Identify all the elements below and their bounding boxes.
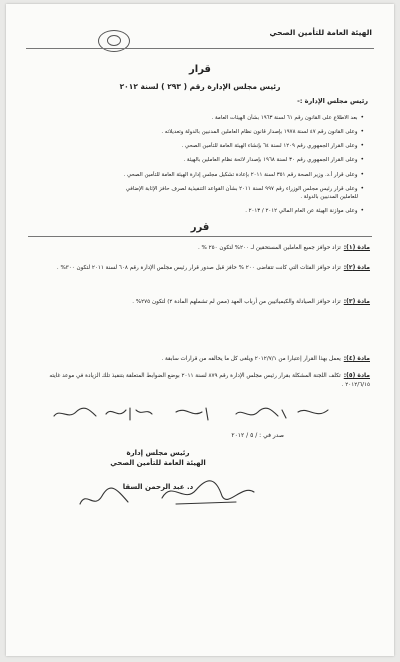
- decree-subtitle: رئيس مجلس الإدارة رقم ( ٢٩٣ ) لسنة ٢٠١٢: [119, 82, 281, 91]
- decides-title: قرر: [190, 222, 210, 233]
- preamble-item: • وعلى قرار رئيس مجلس الوزراء رقم ٩٩٧ لسنة ٢٠١١ بشأن القواعد التنفيذية لصرف حافز الإثابة الإضافي: [30, 185, 364, 193]
- document-page: [6, 4, 394, 656]
- article-3: [28, 298, 370, 307]
- article-2: [28, 264, 370, 273]
- preamble-item: • وعلى قرار أ.د. وزير الصحة رقم ٣٥١ لسنة ٢٠١١ بإعادة تشكيل مجلس إدارة الهيئة العامة للتأمين الصحي .: [30, 171, 364, 179]
- handwritten-signature: [76, 484, 136, 514]
- organization-name: الهيئة العامة للتأمين الصحي: [269, 28, 372, 37]
- article-text: تزاد حوافز جميع العاملين المستحقين لـ ٢٠٠% لتكون ٢٥٠ % .: [197, 245, 341, 251]
- article-text: يعمل بهذا القرار إعتبارا من ٢٠١٢/٧/١ ويلغى كل ما يخالفه من قرارات سابقة .: [161, 356, 341, 362]
- addressee: رئيس مجلس الإدارة :-: [297, 97, 368, 105]
- article-label: مادة (٢):: [343, 264, 370, 271]
- preamble-item: • وعلى القرار الجمهوري رقم ٣٠ لسنة ١٩٦٨ بإصدار لائحة نظام العاملين بالهيئة .: [30, 156, 364, 164]
- article-1: [28, 244, 370, 253]
- signatory-name: د. عبد الرحمن السقا: [122, 483, 194, 491]
- initials-signatures: [46, 402, 346, 426]
- preamble-item: • وعلى القانون رقم ٤٧ لسنة ١٩٧٨ بإصدار قانون نظام العاملين المدنيين بالدولة وتعديلاته .: [30, 128, 364, 136]
- handwritten-signature: [156, 474, 266, 514]
- signatory-title: رئيس مجلس إدارة: [126, 449, 190, 457]
- article-5: [28, 372, 370, 389]
- preamble-item: • بعد الاطلاع على القانون رقم ٦١ لسنة ١٩٦٣ بشأن الهيئات العامة .: [30, 114, 364, 122]
- article-label: مادة (٤):: [343, 355, 370, 362]
- decree-title: قرار: [189, 64, 211, 75]
- article-label: مادة (٥):: [343, 372, 370, 379]
- article-4: [28, 355, 370, 364]
- decides-divider: [28, 236, 372, 237]
- header-divider: [26, 48, 374, 49]
- article-text: تزاد حوافز الفئات التي كانت تتقاضى ٢٠٠ % حافز قبل صدور قرار رئيس مجلس الإدارة رقم ٦٠٨ لسنة ٢٠١١ لتكون ٣٠٠% .: [56, 265, 341, 271]
- preamble-item: • وعلى موازنة الهيئة عن العام المالي ٢٠١٢ / ٢٠١٣ .: [30, 207, 364, 215]
- article-text: تكلف اللجنة المشكلة بقرار رئيس مجلس الإدارة رقم ٨٧٩ لسنة ٢٠١١ بوضع الضوابط المتعلقة بتنفيذ تلك الزيادة في موعد غايته ٢٠١٢/٦/١٥ .: [49, 373, 370, 388]
- preamble-item: للعاملين المدنيين بالدولة .: [300, 194, 358, 200]
- article-label: مادة (٣):: [343, 298, 370, 305]
- article-label: مادة (١):: [343, 244, 370, 251]
- issued-date: صدر في : / ٥ / ٢٠١٢: [231, 432, 284, 439]
- article-text: تزاد حوافز الصيادلة والكيميائيين من أرباب العهد (ممن لم تشملهم المادة ٢) لتكون ٢٧٥% .: [132, 299, 341, 305]
- preamble-item: • وعلى القرار الجمهوري رقم ١٢٠٩ لسنة ٦٤ بإنشاء الهيئة العامة للتأمين الصحي .: [30, 142, 364, 150]
- signatory-organization: الهيئة العامة للتأمين الصحي: [110, 459, 206, 467]
